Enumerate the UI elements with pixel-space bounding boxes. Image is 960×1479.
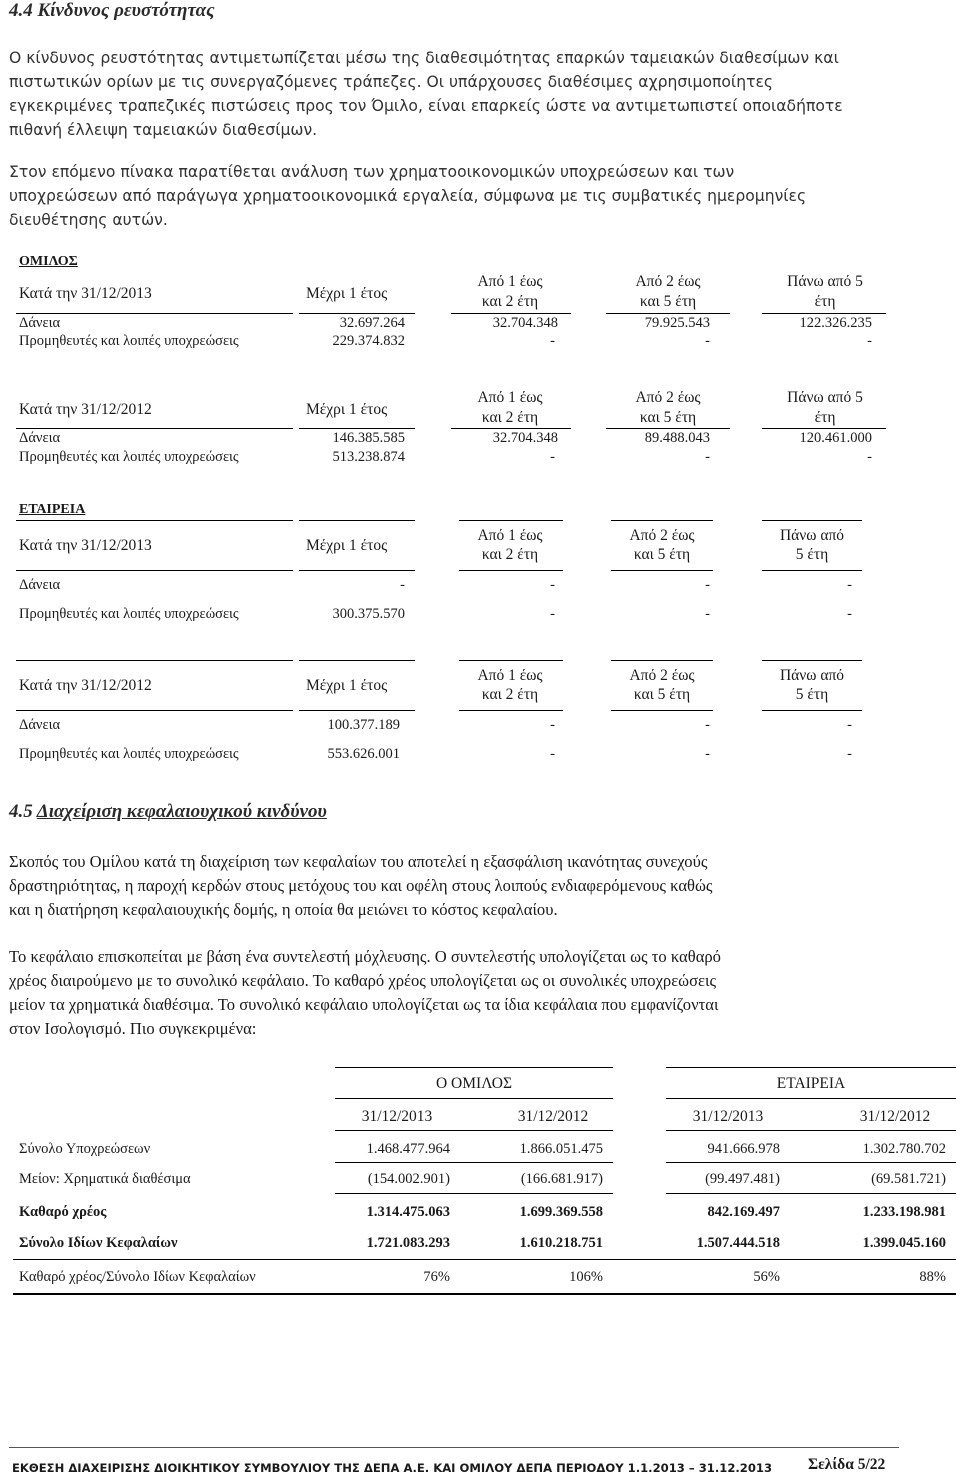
capital-cell: 1.468.477.964 xyxy=(366,1141,450,1157)
table-header-col1: Μέχρι 1 έτος xyxy=(306,285,388,302)
capital-row-label: Σύνολο Υποχρεώσεων xyxy=(19,1141,151,1157)
table-header-col2: και 2 έτη xyxy=(481,686,539,703)
table-cell: - xyxy=(550,606,555,622)
table-header-col4: Πάνω από xyxy=(779,527,845,544)
text-line: εγκεκριμένες τραπεζικές πιστώσεις προς τον Όμιλο, είναι επαρκείς ώστε να αντιμετωπιστεί οποιαδήποτε xyxy=(9,97,843,115)
table-cell: 553.626.001 xyxy=(327,746,400,762)
capital-cell: 1.399.045.160 xyxy=(862,1235,946,1251)
table-cell: - xyxy=(705,746,710,762)
capital-cell: 1.866.051.475 xyxy=(519,1141,603,1157)
table-header-col2: Από 1 έως xyxy=(477,389,543,406)
table-cell: - xyxy=(550,577,555,593)
capital-date-header: 31/12/2013 xyxy=(692,1108,764,1125)
table-header-col4: Πάνω από 5 xyxy=(787,389,863,406)
table-cell: - xyxy=(705,717,710,733)
table-cell: 32.704.348 xyxy=(492,430,558,446)
table-header-col2: και 2 έτη xyxy=(481,293,539,310)
table-header-date: Κατά την 31/12/2012 xyxy=(19,677,152,694)
paragraph-liquidity xyxy=(9,46,898,142)
table-cell: 100.377.189 xyxy=(327,717,400,733)
page-number: Σελίδα 5/22 xyxy=(808,1456,886,1473)
table-header-col2: Από 1 έως xyxy=(477,667,543,684)
table-header-col4: 5 έτη xyxy=(795,686,829,703)
capital-row-label: Καθαρό χρέος/Σύνολο Ιδίων Κεφαλαίων xyxy=(19,1269,256,1285)
table-cell: - xyxy=(550,746,555,762)
capital-company-header: ΕΤΑΙΡΕΙΑ xyxy=(776,1075,846,1092)
section-number: 4.5 xyxy=(9,801,37,822)
table-header-col2: Από 1 έως xyxy=(477,527,543,544)
text-line: πιστωτικών ορίων με τις συνεργαζόμενες τράπεζες. Οι υπάρχουσες διαθέσιμες αχρησιμοποίητες xyxy=(9,73,774,91)
table-row-label: Προμηθευτές και λοιπές υποχρεώσεις xyxy=(19,449,239,465)
table-header-col3: και 5 έτη xyxy=(639,293,697,310)
table-header-col4: 5 έτη xyxy=(795,546,829,563)
table-cell: 300.375.570 xyxy=(332,606,405,622)
table-row-label: Δάνεια xyxy=(19,315,61,331)
table-row-label: Προμηθευτές και λοιπές υποχρεώσεις xyxy=(19,746,239,762)
table-header-date: Κατά την 31/12/2013 xyxy=(19,537,152,554)
capital-date-header: 31/12/2012 xyxy=(517,1108,589,1125)
text-line: διευθέτησης αυτών. xyxy=(9,211,168,229)
table-header-col2: και 2 έτη xyxy=(481,546,539,563)
table-cell: - xyxy=(867,449,872,465)
table-cell: - xyxy=(705,606,710,622)
text-line: Σκοπός του Ομίλου κατά τη διαχείριση των κεφαλαίων του αποτελεί η εξασφάλιση ικανότητας συνεχούς xyxy=(9,852,708,871)
text-line: μείον τα χρηματικά διαθέσιμα. Το συνολικό κεφάλαιο υπολογίζεται ως τα ίδια κεφάλαια που εμφανίζονται xyxy=(9,995,719,1014)
text-line: Στον επόμενο πίνακα παρατίθεται ανάλυση των χρηματοοικονομικών υποχρεώσεων και των xyxy=(9,163,735,181)
table-header-col3: Από 2 έως xyxy=(629,527,695,544)
table-cell: 89.488.043 xyxy=(644,430,710,446)
table-cell: 32.697.264 xyxy=(339,315,405,331)
capital-cell: 1.610.218.751 xyxy=(519,1235,603,1251)
table-header-date: Κατά την 31/12/2013 xyxy=(19,285,152,302)
capital-cell: 88% xyxy=(919,1269,946,1285)
capital-cell: (69.581.721) xyxy=(871,1171,946,1187)
text-line: Το κεφάλαιο επισκοπείται με βάση ένα συντελεστή μόχλευσης. Ο συντελεστής υπολογίζεται ως το καθαρό xyxy=(9,947,721,966)
capital-cell: 76% xyxy=(423,1269,450,1285)
capital-date-header: 31/12/2013 xyxy=(361,1108,433,1125)
table-header-col1: Μέχρι 1 έτος xyxy=(306,537,388,554)
paragraph-leverage xyxy=(9,945,901,1041)
table-cell: - xyxy=(550,449,555,465)
table-cell: - xyxy=(847,746,852,762)
capital-cell: 1.507.444.518 xyxy=(696,1235,780,1251)
capital-cell: 56% xyxy=(753,1269,780,1285)
capital-row-label: Καθαρό χρέος xyxy=(19,1204,107,1220)
table-row-label: Προμηθευτές και λοιπές υποχρεώσεις xyxy=(19,333,239,349)
capital-cell: (154.002.901) xyxy=(367,1171,450,1187)
text-line: και η διατήρηση κεφαλαιουχικής δομής, η οποία θα μειώνει το κόστος κεφαλαίου. xyxy=(9,900,558,919)
section-title: 4.4 Κίνδυνος ρευστότητας xyxy=(9,0,215,21)
table-header-col3: Από 2 έως xyxy=(629,667,695,684)
table-header-col2: και 2 έτη xyxy=(481,409,539,426)
text-line: στον Ισολογισμό. Πιο συγκεκριμένα: xyxy=(9,1019,257,1038)
capital-cell: 106% xyxy=(569,1269,603,1285)
table-header-col3: και 5 έτη xyxy=(633,546,691,563)
footer-title: ΕΚΘΕΣΗ ΔΙΑΧΕΙΡΙΣΗΣ ΔΙΟΙΚΗΤΙΚΟΥ ΣΥΜΒΟΥΛΙΟΥ ΤΗΣ ΔΕΠΑ Α.Ε. ΚΑΙ ΟΜΙΛΟΥ ΔΕΠΑ ΠΕΡΙΟΔΟΥ 1.1.2013 – 31.12.2013 xyxy=(12,1461,773,1475)
capital-cell: 1.314.475.063 xyxy=(366,1204,450,1220)
table-cell: 146.385.585 xyxy=(332,430,405,446)
capital-cell: 1.721.083.293 xyxy=(366,1235,450,1251)
table-header-col4: Πάνω από 5 xyxy=(787,273,863,290)
table-cell: 79.925.543 xyxy=(644,315,710,331)
table-cell: 32.704.348 xyxy=(492,315,558,331)
paragraph-analysis xyxy=(9,160,898,232)
table-cell: 513.238.874 xyxy=(332,449,405,465)
table-header-col3: και 5 έτη xyxy=(633,686,691,703)
table-cell: - xyxy=(705,333,710,349)
capital-date-header: 31/12/2012 xyxy=(859,1108,931,1125)
table-cell: - xyxy=(550,333,555,349)
table-header-col4: έτη xyxy=(814,293,836,310)
text-line: υποχρεώσεων από παράγωγα χρηματοοικονομικά εργαλεία, σύμφωνα με τις συμβατικές ημερομηνίες xyxy=(9,187,807,205)
table-header-date: Κατά την 31/12/2012 xyxy=(19,401,152,418)
table-row-label: Δάνεια xyxy=(19,717,61,733)
table-header-col3: Από 2 έως xyxy=(635,273,701,290)
text-line: Ο κίνδυνος ρευστότητας αντιμετωπίζεται μέσω της διαθεσιμότητας επαρκών ταμειακών διαθεσίμων και xyxy=(9,49,839,67)
table-cell: - xyxy=(847,717,852,733)
table-row-label: Δάνεια xyxy=(19,430,61,446)
capital-cell: 1.233.198.981 xyxy=(862,1204,946,1220)
table-cell: 120.461.000 xyxy=(799,430,872,446)
table-header-col3: Από 2 έως xyxy=(635,389,701,406)
text-line: δραστηριότητας, η παροχή κερδών στους μετόχους του και οφέλη στους λοιπούς ενδιαφερόμενους καθώς xyxy=(9,876,713,895)
table-cell: 229.374.832 xyxy=(332,333,405,349)
table-cell: - xyxy=(400,577,405,593)
table-cell: - xyxy=(705,577,710,593)
table-header-col1: Μέχρι 1 έτος xyxy=(306,401,388,418)
capital-cell: 1.699.369.558 xyxy=(519,1204,603,1220)
paragraph-capital-objective xyxy=(9,850,901,922)
capital-cell: 842.169.497 xyxy=(707,1204,780,1220)
table-cell: - xyxy=(847,577,852,593)
section-title-text: Διαχείριση κεφαλαιουχικού κινδύνου xyxy=(36,801,327,822)
capital-cell: 941.666.978 xyxy=(707,1141,780,1157)
table-cell: - xyxy=(867,333,872,349)
capital-group-header: Ο ΟΜΙΛΟΣ xyxy=(435,1075,513,1092)
group-label: ΟΜΙΛΟΣ xyxy=(19,254,78,269)
table-cell: 122.326.235 xyxy=(799,315,872,331)
capital-row-label: Μείον: Χρηματικά διαθέσιμα xyxy=(19,1171,191,1187)
table-header-col2: Από 1 έως xyxy=(477,273,543,290)
text-line: χρέος διαιρούμενο με το συνολικό κεφάλαιο. Το καθαρό χρέος υπολογίζεται ως οι συνολικές υποχρεώσεις xyxy=(9,971,717,990)
table-header-col3: και 5 έτη xyxy=(639,409,697,426)
company-label: ΕΤΑΙΡΕΙΑ xyxy=(19,502,86,517)
capital-cell: 1.302.780.702 xyxy=(862,1141,946,1157)
capital-cell: (166.681.917) xyxy=(520,1171,603,1187)
text-line: πιθανή έλλειψη ταμειακών διαθεσίμων. xyxy=(9,121,318,139)
table-header-col4: Πάνω από xyxy=(779,667,845,684)
table-row-label: Προμηθευτές και λοιπές υποχρεώσεις xyxy=(19,606,239,622)
capital-cell: (99.497.481) xyxy=(705,1171,780,1187)
table-header-col4: έτη xyxy=(814,409,836,426)
table-row-label: Δάνεια xyxy=(19,577,61,593)
table-header-col1: Μέχρι 1 έτος xyxy=(306,677,388,694)
table-cell: - xyxy=(705,449,710,465)
capital-row-label: Σύνολο Ιδίων Κεφαλαίων xyxy=(19,1235,178,1251)
table-cell: - xyxy=(847,606,852,622)
table-cell: - xyxy=(550,717,555,733)
section-title xyxy=(9,801,327,823)
